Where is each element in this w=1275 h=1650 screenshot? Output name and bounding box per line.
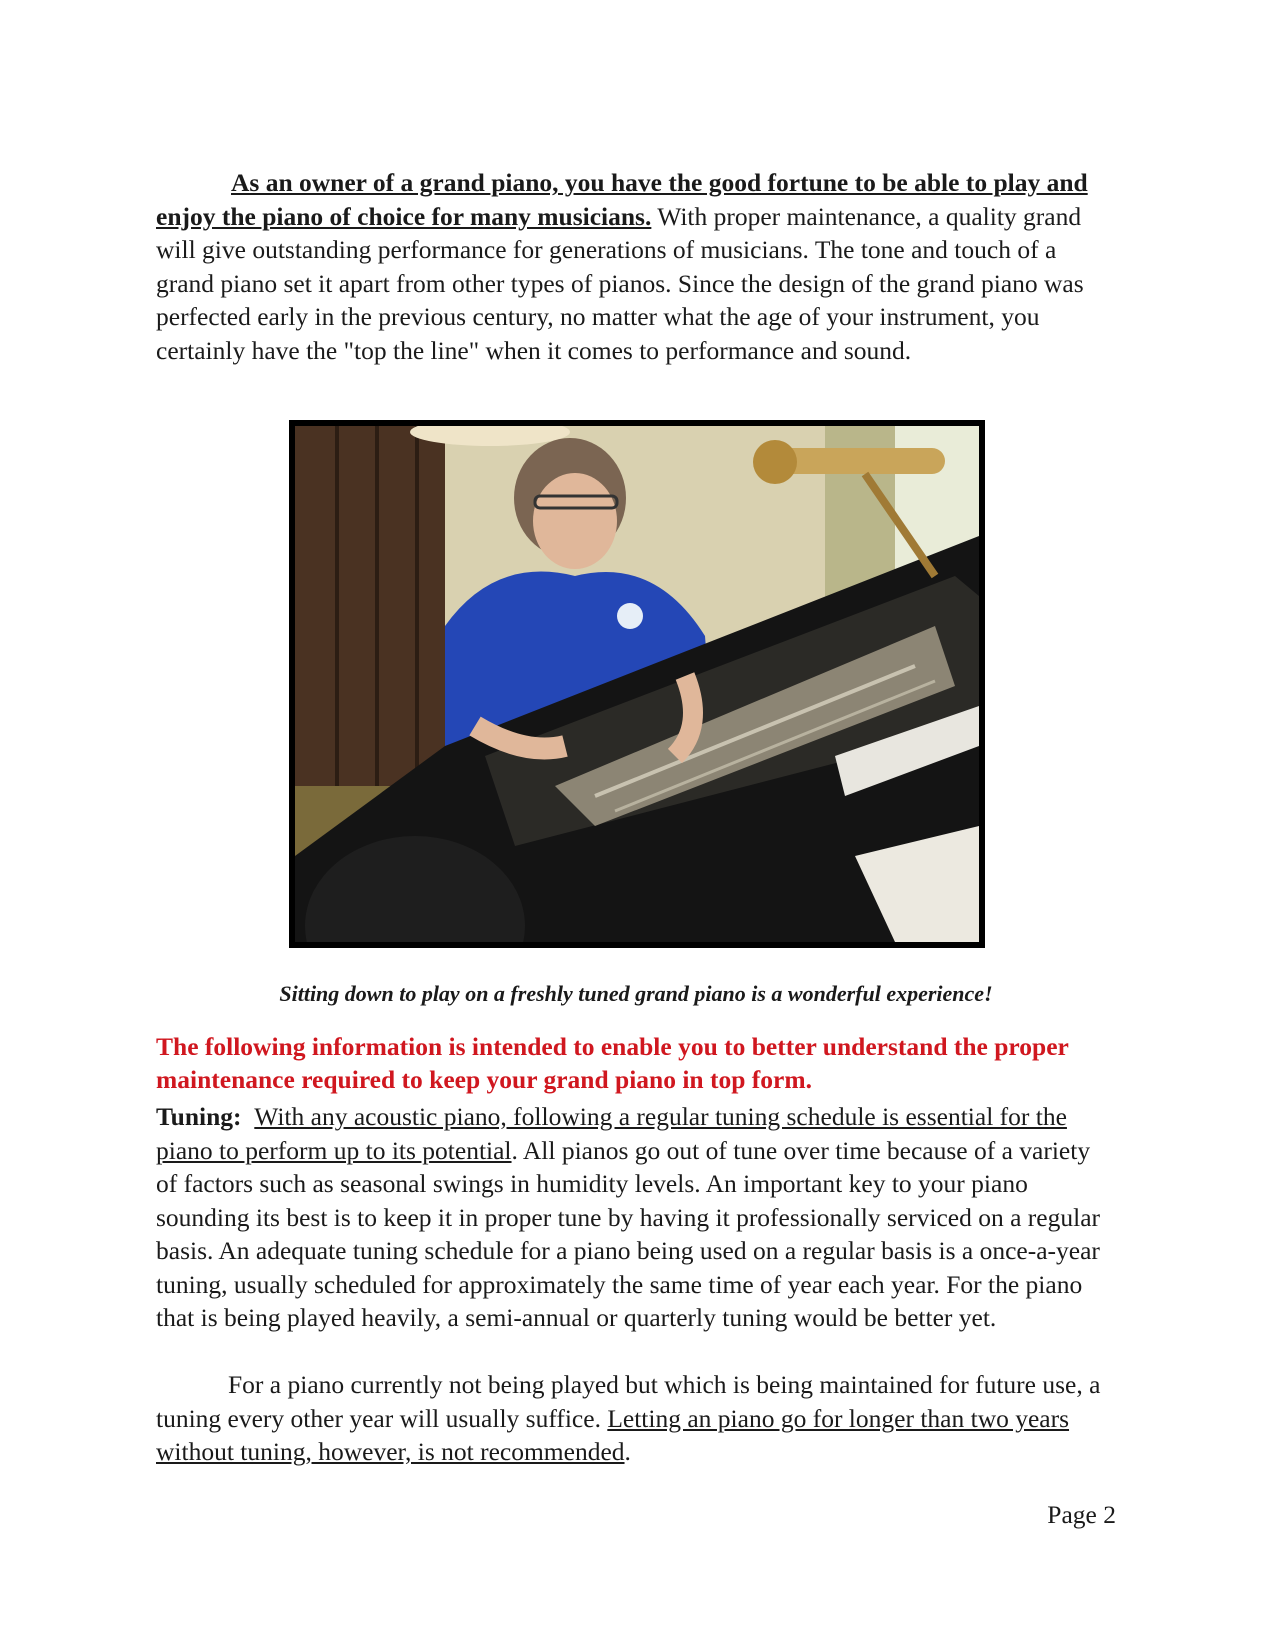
- notice-heading: The following information is intended to enable you to better understand the proper maintenance required to keep your grand piano in top form.: [156, 1032, 1069, 1094]
- tuning-para2-underlined: Letting an piano go for longer than two years without tuning, however, is not recommended: [156, 1403, 1070, 1466]
- tuning-underlined-sentence: With any acoustic piano, following a regular tuning schedule is essential for the piano to perform up to its potential: [156, 1102, 1067, 1165]
- photo-caption: Sitting down to play on a freshly tuned grand piano is a wonderful experience!: [279, 981, 993, 1006]
- piano-photo-illustration: [295, 426, 979, 942]
- tuning-label: Tuning:: [156, 1102, 242, 1131]
- intro-lead: As an owner of a grand piano, you have the good fortune to be able to play and enjoy the piano of choice for many musicians.: [156, 168, 1088, 231]
- tuning-body: . All pianos go out of tune over time because of a variety of factors such as seasonal swings in humidity levels. An important key to your piano sounding its best is to keep it in proper tune by having it professionally serviced on a regular basis. An adequate tuning schedule for a piano being used on a regular basis is a once-a-year tuning, usually scheduled for approximately the same time of year each year. For the piano that is being played heavily, a semi-annual or quarterly tuning would be better yet.: [156, 1135, 1101, 1332]
- tuning-para2-end: .: [624, 1437, 631, 1466]
- intro-body: With proper maintenance, a quality grand will give outstanding performance for generations of musicians. The tone and touch of a grand piano set it apart from other types of pianos. Since the design of the grand piano was perfected early in the previous century, no matter what the age of your instrument, you certainly have the "top the line" when it comes to performance and sound.: [156, 201, 1084, 365]
- piano-photo: [289, 420, 985, 948]
- page-number: Page 2: [1047, 1500, 1116, 1529]
- tuning-paragraph: [156, 1100, 1116, 1335]
- intro-paragraph: [156, 166, 1116, 367]
- tuning-para2-body: For a piano currently not being played but which is being maintained for future use, a tuning every other year will usually suffice.: [156, 1370, 1101, 1433]
- tuning-paragraph-2: [156, 1368, 1116, 1469]
